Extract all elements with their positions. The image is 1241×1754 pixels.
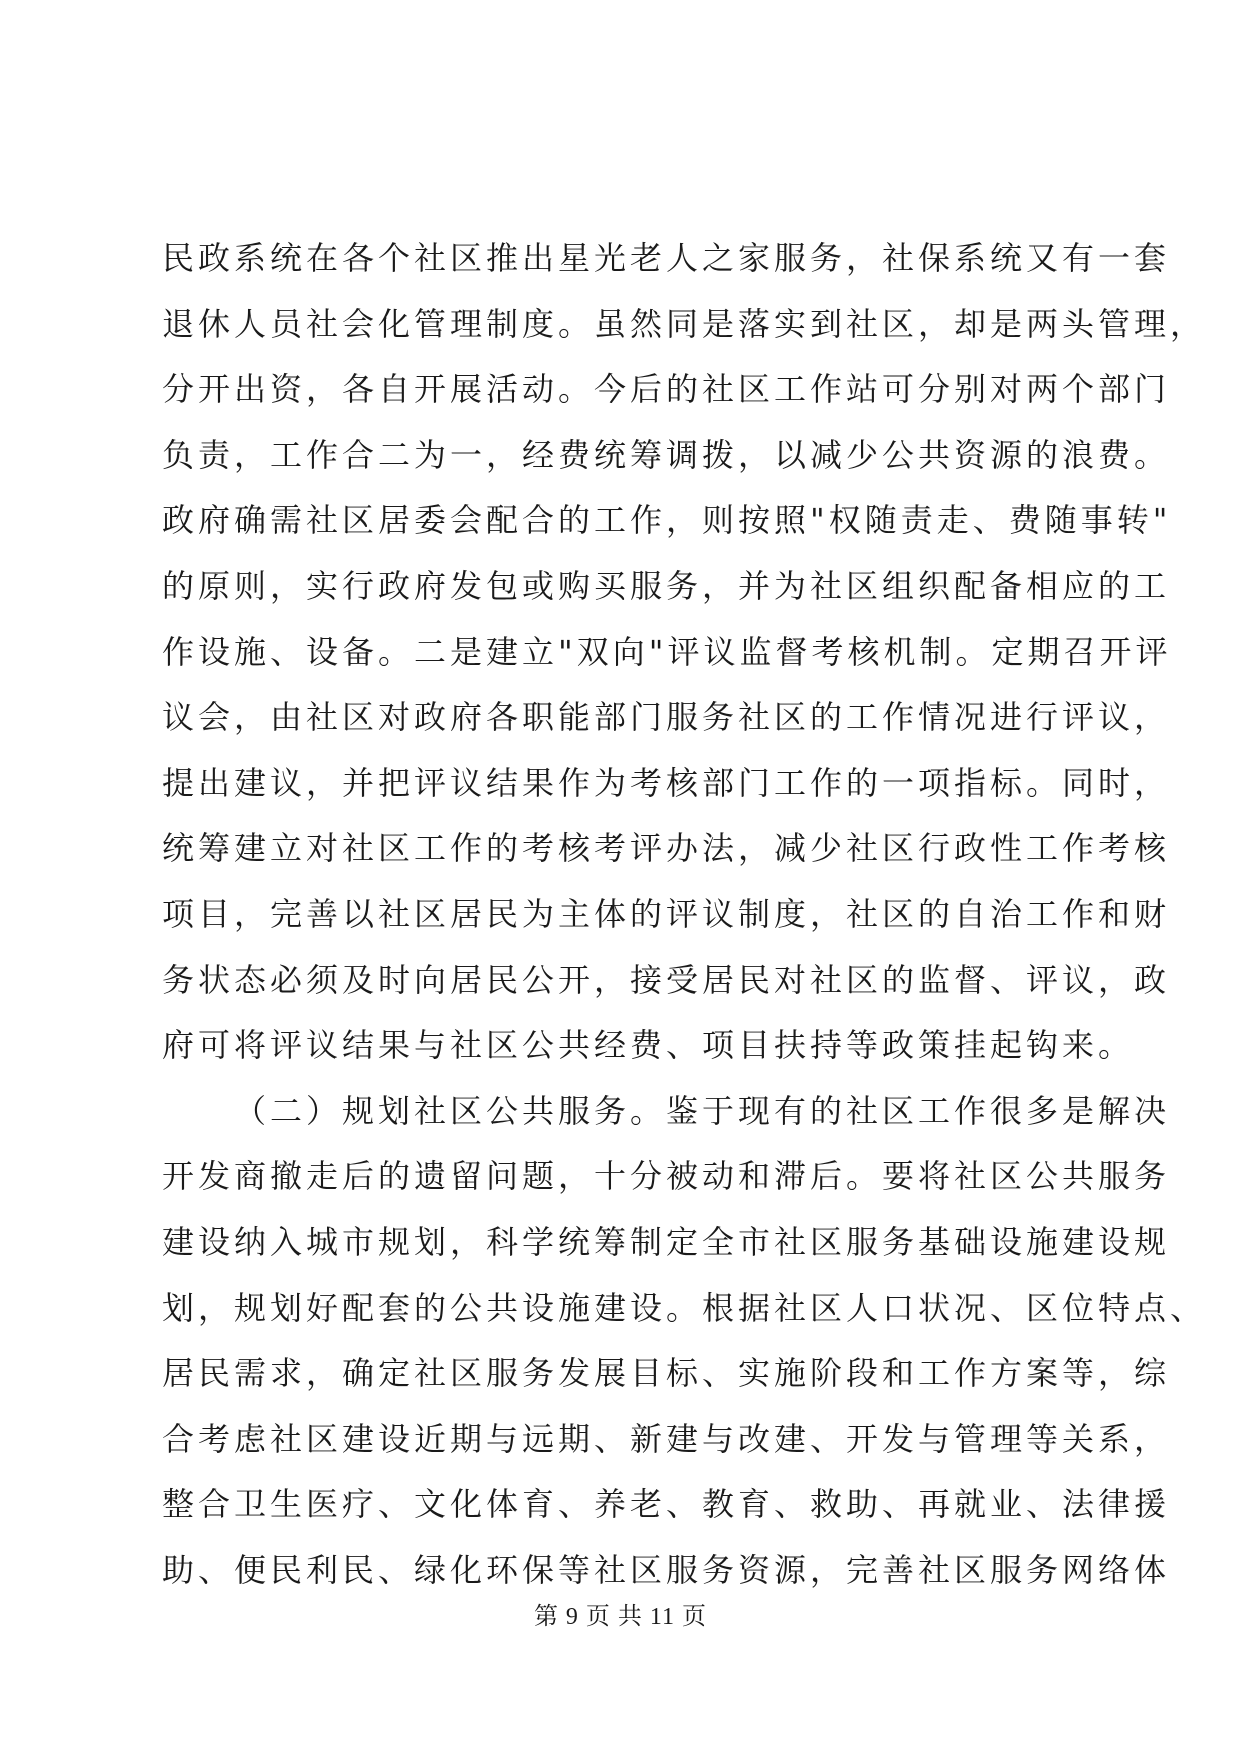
text-line: 分开出资，各自开展活动。今后的社区工作站可分别对两个部门	[162, 370, 1171, 409]
text-line: 统筹建立对社区工作的考核考评办法，减少社区行政性工作考核	[162, 829, 1171, 868]
text-line: 民政系统在各个社区推出星光老人之家服务，社保系统又有一套	[162, 239, 1171, 277]
text-line: 负责，工作合二为一，经费统筹调拨，以减少公共资源的浪费。	[162, 435, 1171, 474]
text-line: 合考虑社区建设近期与远期、新建与改建、开发与管理等关系，	[162, 1419, 1171, 1458]
text-line: 建设纳入城市规划，科学统筹制定全市社区服务基础设施建设规	[162, 1222, 1171, 1261]
text-line: 提出建议，并把评议结果作为考核部门工作的一项指标。同时，	[162, 763, 1171, 802]
text-line: 开发商撤走后的遗留问题，十分被动和滞后。要将社区公共服务	[162, 1157, 1171, 1196]
text-line: 政府确需社区居委会配合的工作，则按照"权随责走、费随事转"	[162, 501, 1172, 540]
page-footer	[0, 1596, 1241, 1631]
text-line: 划，规划好配套的公共设施建设。根据社区人口状况、区位特点、	[162, 1288, 1207, 1327]
body-text	[162, 226, 1207, 1603]
text-line: 作设施、设备。二是建立"双向"评议监督考核机制。定期召开评	[162, 632, 1172, 671]
text-line: 助、便民利民、绿化环保等社区服务资源，完善社区服务网络体	[162, 1550, 1171, 1589]
text-line: 务状态必须及时向居民公开，接受居民对社区的监督、评议，政	[162, 960, 1171, 999]
text-line: 整合卫生医疗、文化体育、养老、教育、救助、再就业、法律援	[162, 1485, 1171, 1524]
text-line: 议会，由社区对政府各职能部门服务社区的工作情况进行评议，	[162, 698, 1171, 737]
section-heading-line: （二）规划社区公共服务。鉴于现有的社区工作很多是解决	[234, 1091, 1171, 1130]
text-line: 居民需求，确定社区服务发展目标、实施阶段和工作方案等，综	[162, 1354, 1171, 1393]
text-line: 的原则，实行政府发包或购买服务，并为社区组织配备相应的工	[162, 566, 1171, 605]
text-line: 退休人员社会化管理制度。虽然同是落实到社区，却是两头管理，	[162, 304, 1207, 343]
page-number: 第 9 页 共 11 页	[533, 1604, 708, 1630]
text-line: 项目，完善以社区居民为主体的评议制度，社区的自治工作和财	[162, 894, 1171, 933]
text-line: 府可将评议结果与社区公共经费、项目扶持等政策挂起钩来。	[162, 1026, 1135, 1065]
